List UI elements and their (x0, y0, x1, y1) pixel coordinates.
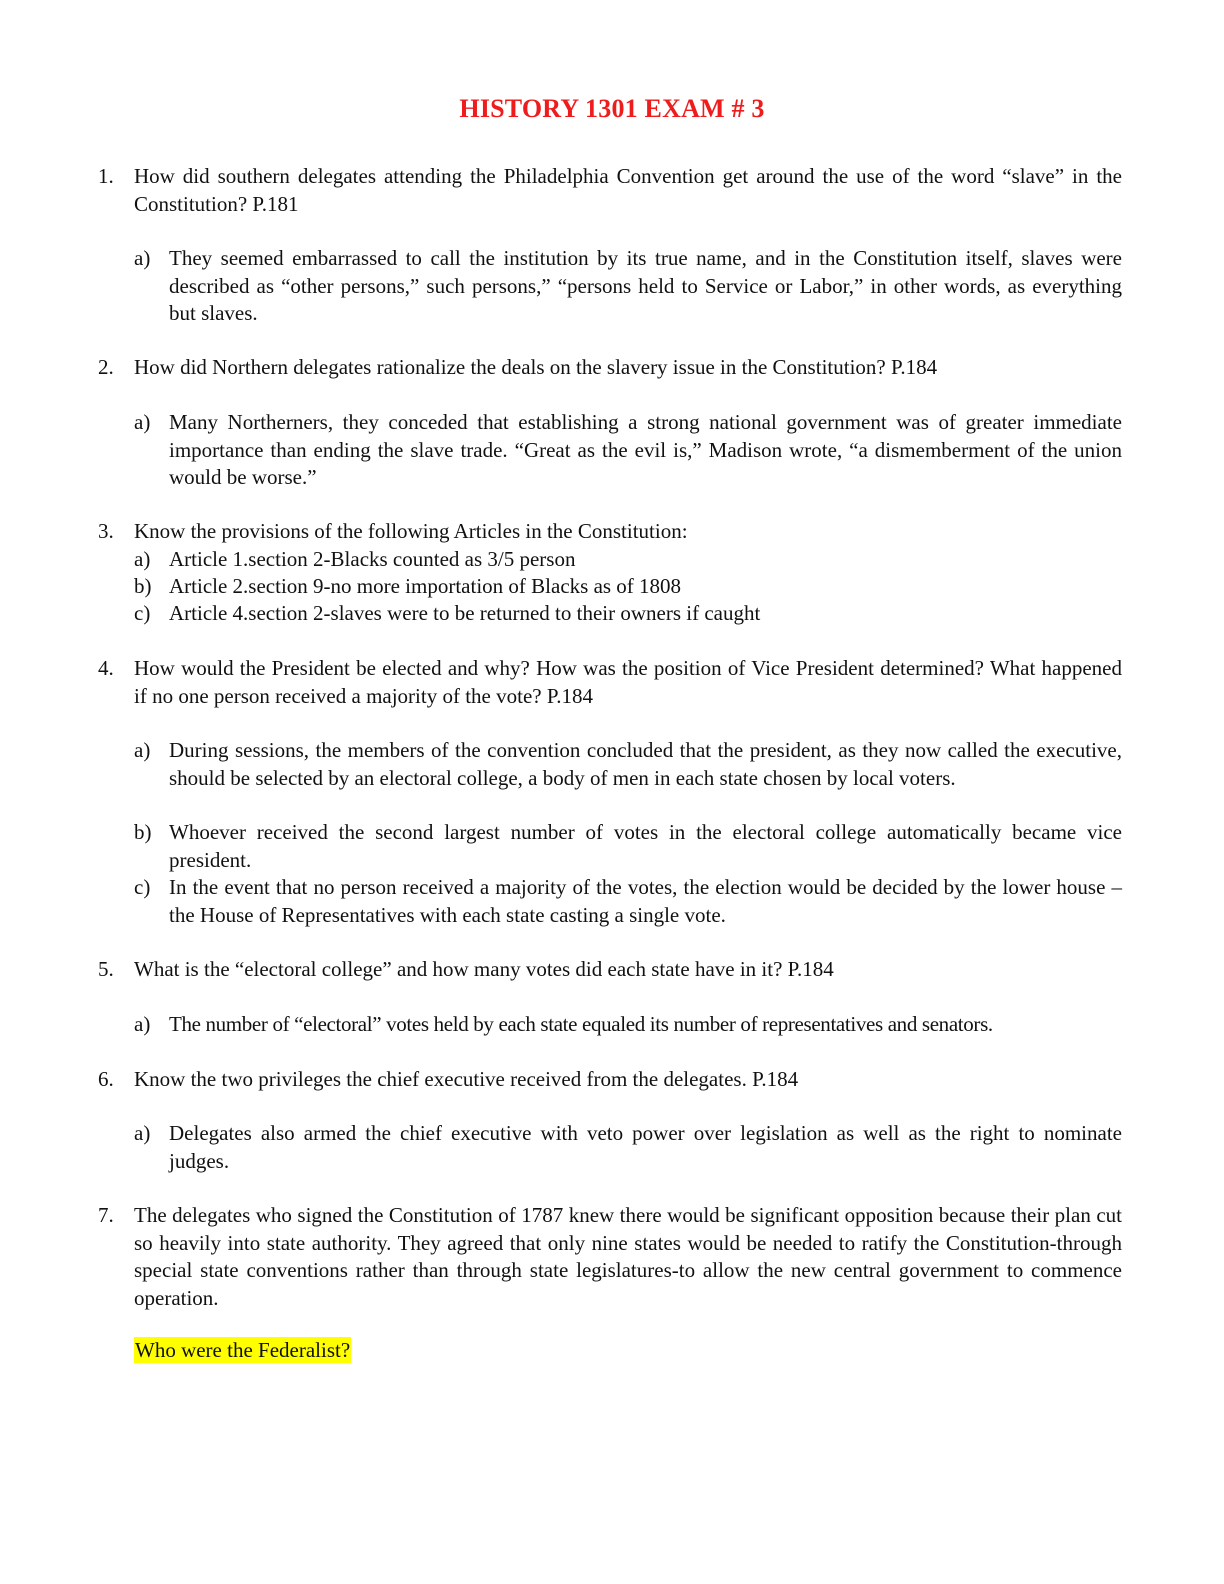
question-text: How did Northern delegates rationalize the deals on the slavery issue in the Constitution? P.184 (134, 355, 938, 379)
question-text: The delegates who signed the Constitution of 1787 knew there would be significant opposition because their plan cut so heavily into state authority. They agreed that only nine states would be needed to ratify the Constitution-through special state conventions rather than through state legislatures-to allow the new central government to commence operation. (134, 1203, 1122, 1310)
answer-text: Many Northerners, they conceded that establishing a strong national government was of greater immediate importance than ending the slave trade. “Great as the evil is,” Madison wrote, “a dismemberment of the union would be worse.” (169, 410, 1122, 489)
answer-label: c) (134, 875, 151, 899)
answer-label: a) (134, 410, 151, 434)
answer-text: Delegates also armed the chief executive with veto power over legislation as well as the right to nominate judges. (169, 1121, 1122, 1173)
answer-1a (134, 245, 1122, 328)
answer-text: In the event that no person received a majority of the votes, the election would be decided by the lower house – the House of Representatives with each state casting a single vote. (169, 875, 1122, 927)
page-title: HISTORY 1301 EXAM # 3 (459, 94, 765, 123)
answer-text: Article 2.section 9-no more importation of Blacks as of 1808 (169, 574, 682, 598)
answer-3b (134, 573, 1122, 601)
question-7 (98, 1202, 1122, 1312)
question-number: 5. (98, 957, 114, 981)
answer-label: a) (134, 547, 151, 571)
answer-label: b) (134, 820, 152, 844)
answer-text: Article 1.section 2-Blacks counted as 3/5 person (169, 547, 576, 571)
answer-4a (134, 737, 1122, 792)
answer-text: The number of “electoral” votes held by each state equaled its number of representatives and senators. (169, 1012, 993, 1036)
question-number: 4. (98, 656, 114, 680)
answer-label: c) (134, 601, 151, 625)
answer-label: b) (134, 574, 152, 598)
question-text: What is the “electoral college” and how many votes did each state have in it? P.184 (134, 957, 834, 981)
answer-3a (134, 546, 1122, 574)
answer-4c (134, 874, 1122, 929)
answer-text: During sessions, the members of the convention concluded that the president, as they now called the executive, should be selected by an electoral college, a body of men in each state chosen by local voters. (169, 738, 1122, 790)
answer-label: a) (134, 1012, 151, 1036)
question-6 (98, 1066, 1122, 1094)
answer-label: a) (134, 738, 151, 762)
answer-4b (134, 819, 1122, 874)
highlighted-question: Who were the Federalist? (135, 1338, 351, 1362)
question-text: Know the two privileges the chief executive received from the delegates. P.184 (134, 1067, 799, 1091)
answer-2a (134, 409, 1122, 492)
answer-label: a) (134, 246, 151, 270)
answer-5a (134, 1011, 1122, 1039)
question-number: 6. (98, 1067, 114, 1091)
answer-text: Article 4.section 2-slaves were to be returned to their owners if caught (169, 601, 761, 625)
answer-text: Whoever received the second largest number of votes in the electoral college automatically became vice president. (169, 820, 1122, 872)
question-5 (98, 956, 1122, 984)
question-2 (98, 354, 1122, 382)
question-number: 3. (98, 519, 114, 543)
question-number: 2. (98, 355, 114, 379)
question-number: 7. (98, 1203, 114, 1227)
answer-3c (134, 600, 1122, 628)
question-number: 1. (98, 164, 114, 188)
question-text: How would the President be elected and why? How was the position of Vice President determined? What happened if no one person received a majority of the vote? P.184 (134, 656, 1122, 708)
highlighted-question-line (134, 1337, 351, 1365)
question-3 (98, 518, 1122, 546)
answer-6a (134, 1120, 1122, 1175)
question-4 (98, 655, 1122, 710)
question-1 (98, 163, 1122, 218)
question-text: How did southern delegates attending the Philadelphia Convention get around the use of the word “slave” in the Constitution? P.181 (134, 164, 1122, 216)
answer-label: a) (134, 1121, 151, 1145)
question-text: Know the provisions of the following Articles in the Constitution: (134, 519, 688, 543)
answer-text: They seemed embarrassed to call the institution by its true name, and in the Constitution itself, slaves were described as “other persons,” such persons,” “persons held to Service or Labor,” in other words, as everything but slaves. (169, 246, 1122, 325)
